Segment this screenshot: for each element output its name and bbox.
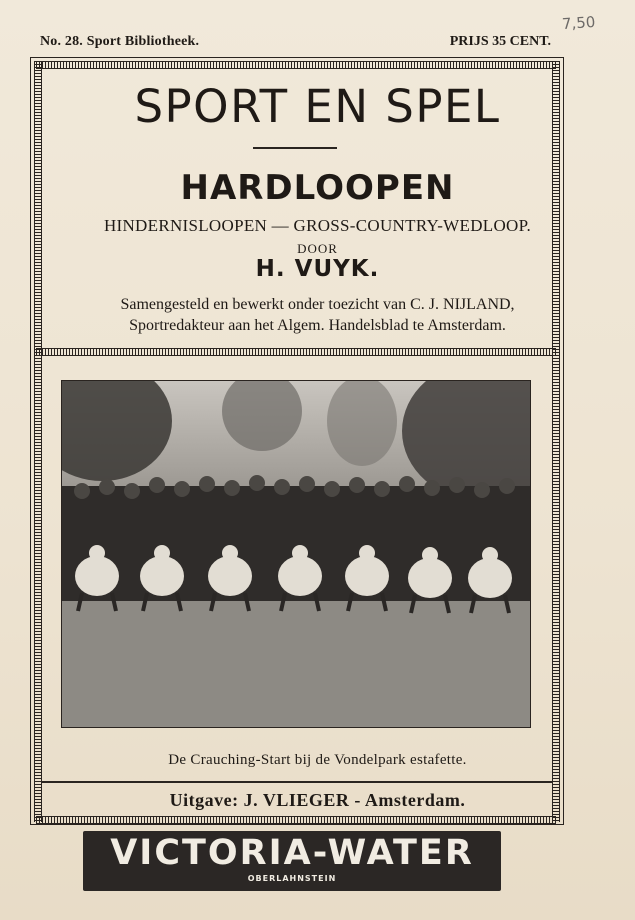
- credit-line-1: Samengesteld en bewerkt onder toezicht van C. J. NIJLAND,: [120, 296, 515, 313]
- handwritten-note: 7,50: [561, 12, 596, 34]
- advertisement-brand: VICTORIA-WATER: [110, 833, 474, 873]
- main-title: HARDLOOPEN: [180, 168, 455, 208]
- photo-caption: De Crauching-Start bij de Vondelpark estafette.: [168, 752, 467, 768]
- middle-hatch-border: [36, 348, 556, 356]
- series-number: No. 28. Sport Bibliotheek.: [40, 34, 200, 49]
- author-name: H. VUYK.: [255, 256, 380, 282]
- subtitle: HINDERNISLOOPEN — GROSS-COUNTRY-WEDLOOP.: [103, 216, 532, 235]
- price-label: PRIJS 35 CENT.: [449, 34, 551, 49]
- bottom-hatch-border: [36, 816, 556, 824]
- footer-rule: [42, 781, 552, 783]
- title-separator: [253, 147, 337, 149]
- series-title: SPORT EN SPEL: [134, 80, 501, 133]
- publisher-line: Uitgave: J. VLIEGER - Amsterdam.: [169, 790, 466, 810]
- cover-photo: [61, 380, 531, 728]
- advertisement-place: OBERLAHNSTEIN: [247, 874, 337, 883]
- advertisement-banner: [83, 831, 501, 891]
- credit-line-2: Sportredakteur aan het Algem. Handelsblad te Amsterdam.: [129, 317, 506, 334]
- runners-photo-illustration: [62, 381, 531, 728]
- by-label: DOOR: [297, 241, 338, 256]
- top-hatch-border: [36, 61, 556, 69]
